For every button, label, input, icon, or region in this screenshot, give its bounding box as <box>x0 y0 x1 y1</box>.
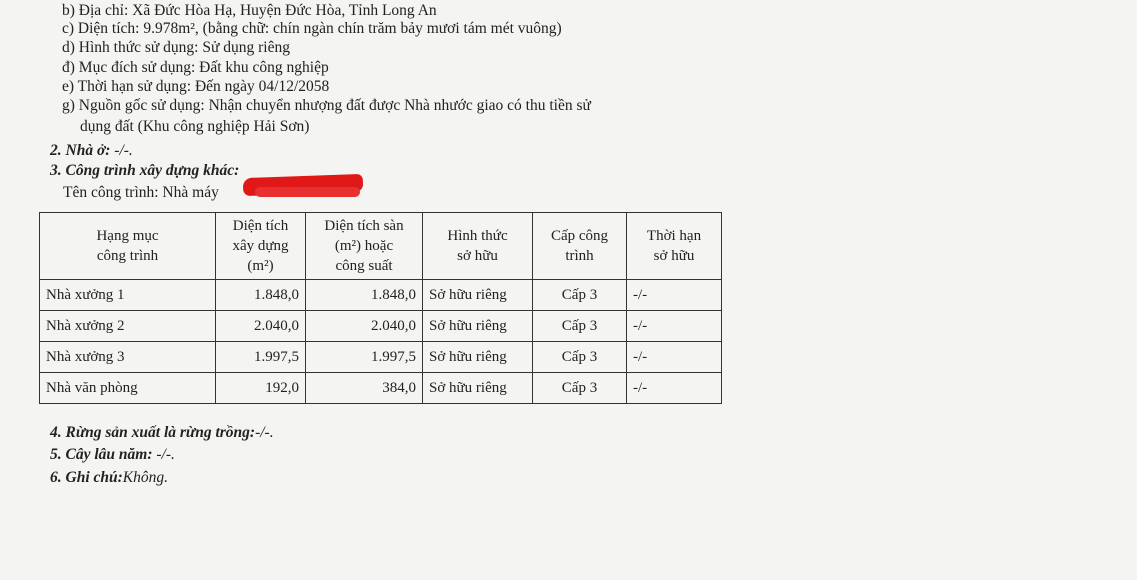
table-row <box>40 280 722 311</box>
header-ownership-term: Thời hạn sở hữu <box>627 213 722 280</box>
section-house-value: -/-. <box>110 142 133 159</box>
cell-floor-area: 384,0 <box>306 373 423 404</box>
cell-item: Nhà xưởng 2 <box>40 311 216 342</box>
cell-ownership-form: Sở hữu riêng <box>423 280 533 311</box>
cell-item: Nhà xưởng 1 <box>40 280 216 311</box>
work-name-line: Tên công trình: Nhà máy <box>63 184 219 201</box>
cell-item: Nhà văn phòng <box>40 373 216 404</box>
cell-build-area: 1.848,0 <box>216 280 306 311</box>
cell-ownership-term: -/- <box>627 373 722 404</box>
table-row <box>40 342 722 373</box>
cell-ownership-form: Sở hữu riêng <box>423 311 533 342</box>
table-row <box>40 311 722 342</box>
section-perennial <box>50 446 175 464</box>
cell-ownership-form: Sở hữu riêng <box>423 373 533 404</box>
cell-item: Nhà xưởng 3 <box>40 342 216 373</box>
cell-ownership-term: -/- <box>627 342 722 373</box>
origin-line-1: g) Nguồn gốc sử dụng: Nhận chuyển nhượng đất được Nhà nhước giao có thu tiền sử <box>62 97 591 114</box>
cell-ownership-term: -/- <box>627 311 722 342</box>
cell-grade: Cấp 3 <box>533 373 627 404</box>
header-ownership-form: Hình thức sở hữu <box>423 213 533 280</box>
cell-build-area: 1.997,5 <box>216 342 306 373</box>
cell-build-area: 192,0 <box>216 373 306 404</box>
usage-purpose-line: đ) Mục đích sử dụng: Đất khu công nghiệp <box>62 59 329 76</box>
table-header-row <box>40 213 722 280</box>
cell-ownership-form: Sở hữu riêng <box>423 342 533 373</box>
cell-floor-area: 2.040,0 <box>306 311 423 342</box>
redaction-mark-stroke <box>255 187 360 197</box>
section-other-works <box>50 162 239 180</box>
section-notes-label: 6. Ghi chú: <box>50 469 123 486</box>
cell-grade: Cấp 3 <box>533 342 627 373</box>
origin-line-2: dụng đất (Khu công nghiệp Hải Sơn) <box>80 118 310 135</box>
section-house-label: 2. Nhà ở: <box>50 142 111 159</box>
section-forest-label: 4. Rừng sản xuất là rừng trồng: <box>50 424 256 441</box>
header-floor-area: Diện tích sàn (m²) hoặc công suất <box>306 213 423 280</box>
usage-form-line: d) Hình thức sử dụng: Sử dụng riêng <box>62 39 290 56</box>
header-item: Hạng mục công trình <box>40 213 216 280</box>
cell-build-area: 2.040,0 <box>216 311 306 342</box>
section-forest-value: -/-. <box>255 424 274 441</box>
header-build-area: Diện tích xây dựng (m²) <box>216 213 306 280</box>
area-line: c) Diện tích: 9.978m², (bằng chữ: chín ngàn chín trăm bảy mươi tám mét vuông) <box>62 20 562 37</box>
section-forest <box>50 424 274 442</box>
header-grade: Cấp công trình <box>533 213 627 280</box>
cell-ownership-term: -/- <box>627 280 722 311</box>
property-table <box>39 212 722 404</box>
table-row <box>40 373 722 404</box>
usage-term-line: e) Thời hạn sử dụng: Đến ngày 04/12/2058 <box>62 78 330 95</box>
cell-floor-area: 1.997,5 <box>306 342 423 373</box>
section-perennial-label: 5. Cây lâu năm: <box>50 446 153 463</box>
cell-grade: Cấp 3 <box>533 311 627 342</box>
cell-grade: Cấp 3 <box>533 280 627 311</box>
section-perennial-value: -/-. <box>152 446 175 463</box>
section-notes <box>50 469 168 487</box>
cell-floor-area: 1.848,0 <box>306 280 423 311</box>
section-house <box>50 142 133 160</box>
section-other-works-label: 3. Công trình xây dựng khác: <box>50 162 240 179</box>
section-notes-value: Không. <box>122 469 168 486</box>
address-line: b) Địa chỉ: Xã Đức Hòa Hạ, Huyện Đức Hòa, Tỉnh Long An <box>62 2 437 19</box>
